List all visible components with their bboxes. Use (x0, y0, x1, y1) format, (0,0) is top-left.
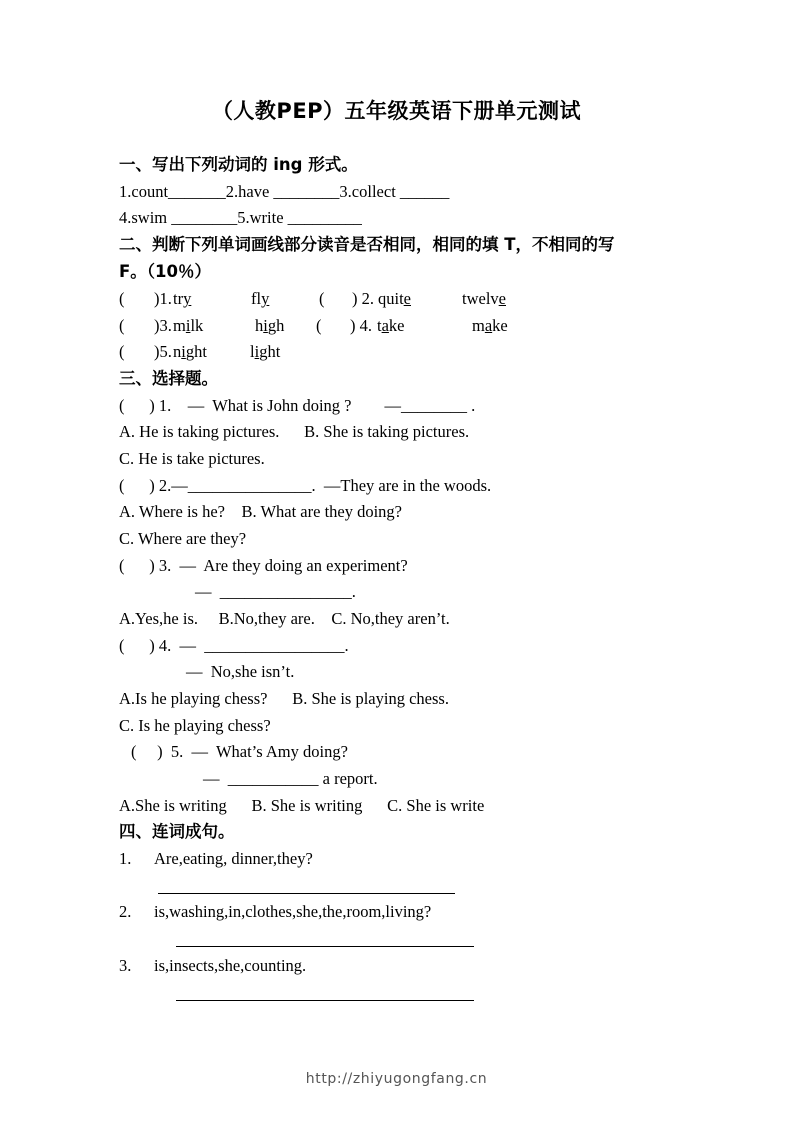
question-4: ( ) 4. — _________________. (119, 636, 349, 655)
section4-heading: 四、连词成句。 (119, 822, 235, 841)
sentence-words: Are,eating, dinner,they? (154, 849, 313, 868)
word-b: light (250, 342, 281, 361)
answer-blank-line (176, 946, 474, 947)
section2-heading-line1: 二、判断下列单词画线部分读音是否相同，相同的填 T，不相同的写 (119, 235, 615, 254)
item-number: ) 4. (350, 316, 372, 335)
item-number: )5. (154, 342, 172, 361)
sentence-item-number: 3. (119, 956, 132, 975)
section1-line1: 1.count_______2.have ________3.collect ______ (119, 182, 450, 201)
question-5-options: A.She is writing B. She is writing C. She is write (119, 796, 485, 815)
word-a: try (173, 289, 192, 308)
item-number: )1. (154, 289, 172, 308)
question-3-options: A.Yes,he is. B.No,they are. C. No,they aren’t. (119, 609, 450, 628)
word-b: fly (251, 289, 270, 308)
sentence-words: is,washing,in,clothes,she,the,room,living? (154, 902, 432, 921)
word-b: high (255, 316, 285, 335)
answer-blank-line (176, 1000, 474, 1001)
question-4-option-c: C. Is he playing chess? (119, 716, 271, 735)
footer-url: http://zhiyugongfang.cn (305, 1071, 488, 1087)
answer-paren: ( (119, 342, 125, 361)
section1-heading: 一、写出下列动词的 ing 形式。 (119, 155, 358, 174)
question-5: ( ) 5. — What’s Amy doing? (131, 742, 348, 761)
word-b: twelve (462, 289, 506, 308)
word-b: make (472, 316, 508, 335)
item-number: )3. (154, 316, 172, 335)
section2-heading-line2: F。（10％） (119, 262, 211, 281)
sentence-words: is,insects,she,counting. (154, 956, 307, 975)
word-a: milk (173, 316, 204, 335)
question-4-options-ab: A.Is he playing chess? B. She is playing chess. (119, 689, 449, 708)
question-1-option-c: C. He is take pictures. (119, 449, 265, 468)
question-2: ( ) 2.—_______________. —They are in the woods. (119, 476, 492, 495)
question-1: ( ) 1. — What is John doing ? —________ . (119, 396, 476, 415)
answer-paren: ( (319, 289, 325, 308)
page-title: （人教PEP）五年级英语下册单元测试 (211, 99, 582, 123)
section3-heading: 三、选择题。 (119, 369, 218, 388)
word-a: quite (378, 289, 411, 308)
question-1-options-ab: A. He is taking pictures. B. She is taking pictures. (119, 422, 470, 441)
question-4-answer-line: — No,she isn’t. (186, 662, 295, 681)
question-3-answer-line: — ________________. (195, 582, 356, 601)
sentence-item-number: 1. (119, 849, 132, 868)
sentence-item-number: 2. (119, 902, 132, 921)
word-a: take (377, 316, 405, 335)
answer-paren: ( (119, 289, 125, 308)
answer-paren: ( (119, 316, 125, 335)
question-2-option-c: C. Where are they? (119, 529, 247, 548)
question-5-answer-line: — ___________ a report. (203, 769, 378, 788)
question-3: ( ) 3. — Are they doing an experiment? (119, 556, 408, 575)
answer-blank-line (158, 893, 455, 894)
item-number: ) 2. (352, 289, 374, 308)
section1-line2: 4.swim ________5.write _________ (119, 208, 362, 227)
answer-paren: ( (316, 316, 322, 335)
word-a: night (173, 342, 207, 361)
question-2-options-ab: A. Where is he? B. What are they doing? (119, 502, 403, 521)
